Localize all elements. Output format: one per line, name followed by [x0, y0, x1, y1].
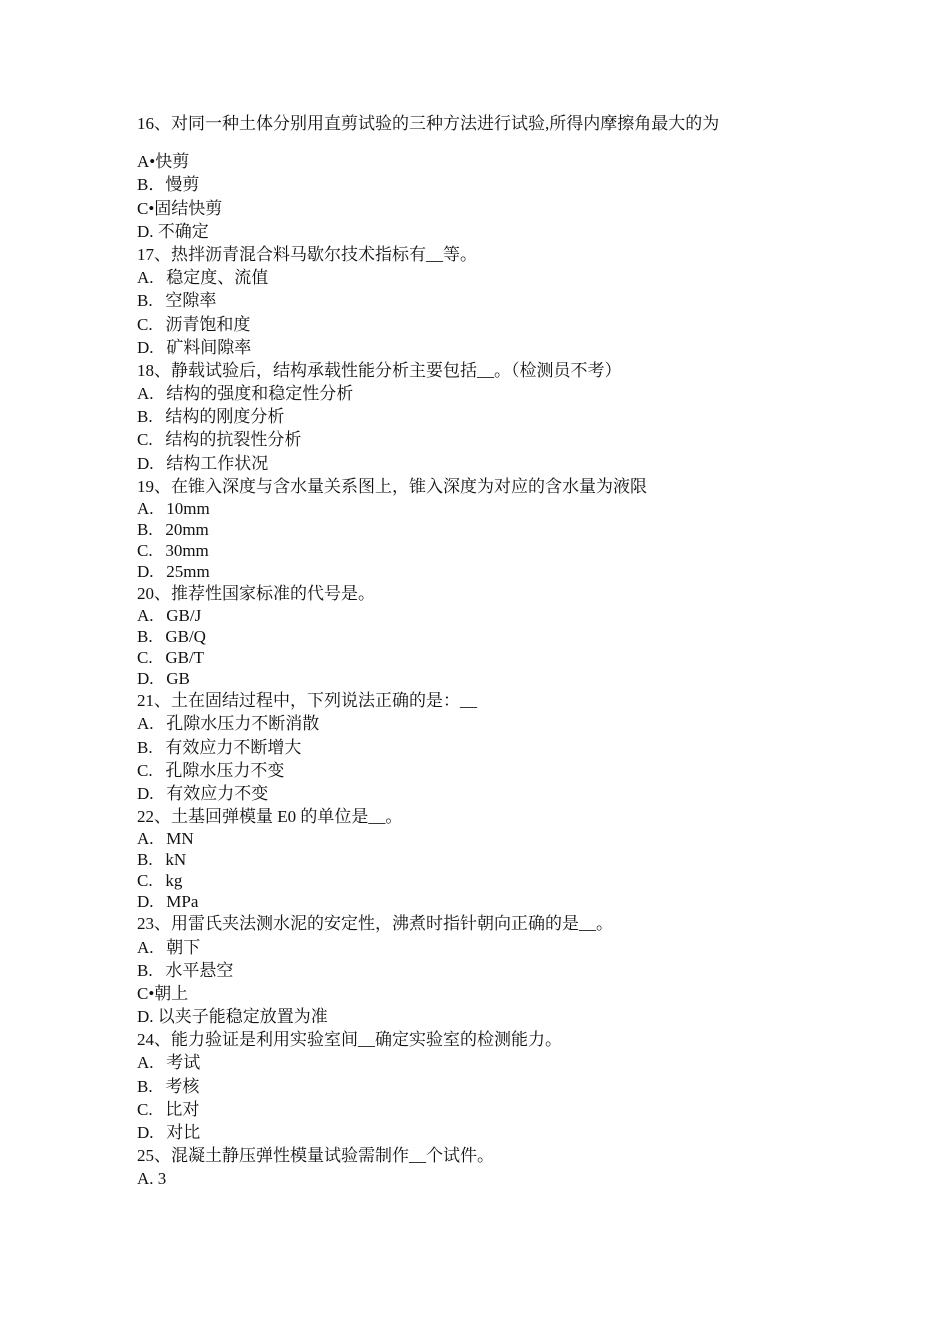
option-a: A. 考试: [137, 1053, 201, 1073]
question-17: 17、热拌沥青混合料马歇尔技术指标有__等。: [137, 244, 477, 264]
document-content: [137, 112, 837, 1191]
option-d: D. MPa: [137, 892, 199, 912]
question-20: 20、推荐性国家标准的代号是。: [137, 584, 375, 603]
option-d: D. 不确定: [137, 221, 209, 241]
question-19: 19、在锥入深度与含水量关系图上，锥入深度为对应的含水量为液限: [137, 476, 647, 496]
question-25: 25、混凝土静压弹性模量试验需制作__个试件。: [137, 1146, 494, 1166]
question-21: 21、土在固结过程中，下列说法正确的是：__: [137, 691, 477, 711]
option-d: D. 对比: [137, 1123, 201, 1142]
option-b: B. kN: [137, 850, 187, 870]
option-b: B. GB/Q: [137, 627, 206, 647]
option-a: A. MN: [137, 829, 194, 849]
option-c: C. GB/T: [137, 648, 205, 668]
option-a: A. 结构的强度和稳定性分析: [137, 384, 354, 404]
option-d: D. 有效应力不变: [137, 783, 269, 803]
option-b: B．慢剪: [137, 175, 200, 195]
option-c: C. 结构的抗裂性分析: [137, 430, 302, 450]
option-b: B. 结构的刚度分析: [137, 407, 285, 427]
question-18: 18、静载试验后，结构承载性能分析主要包括__。（检测员不考）: [137, 360, 622, 380]
question-23: 23、用雷氏夹法测水泥的安定性，沸煮时指针朝向正确的是__。: [137, 914, 613, 934]
option-c: C. kg: [137, 871, 183, 891]
option-a: A•快剪: [137, 152, 190, 172]
question-16: 16、对同一种土体分别用直剪试验的三种方法进行试验,所得内摩擦角最大的为: [137, 114, 720, 133]
option-b: B. 有效应力不断增大: [137, 737, 302, 757]
option-a: A. 孔隙水压力不断消散: [137, 714, 320, 734]
option-d: D. 矿料间隙率: [137, 337, 252, 357]
option-d: D. 结构工作状况: [137, 453, 269, 473]
option-b: B. 空隙率: [137, 291, 217, 311]
question-24: 24、能力验证是利用实验室间__确定实验室的检测能力。: [137, 1030, 562, 1050]
option-b: B. 水平悬空: [137, 960, 234, 980]
option-c: C. 比对: [137, 1099, 200, 1119]
option-d: D. GB: [137, 669, 190, 689]
option-d: D. 以夹子能稳定放置为准: [137, 1007, 328, 1027]
option-a: A. 10mm: [137, 499, 210, 518]
option-c: C•固结快剪: [137, 198, 223, 218]
option-b: B. 20mm: [137, 520, 209, 539]
option-b: B. 考核: [137, 1076, 200, 1096]
option-c: C. 30mm: [137, 541, 209, 560]
option-d: D. 25mm: [137, 562, 210, 581]
option-a: A. 3: [137, 1169, 167, 1189]
option-a: A. 朝下: [137, 937, 201, 957]
option-c: C. 沥青饱和度: [137, 314, 251, 334]
option-c: C. 孔隙水压力不变: [137, 760, 285, 780]
option-c: C•朝上: [137, 983, 189, 1003]
option-a: A. 稳定度、流值: [137, 268, 269, 288]
question-22: 22、土基回弹模量 E0 的单位是__。: [137, 807, 403, 827]
option-a: A. GB/J: [137, 606, 202, 626]
